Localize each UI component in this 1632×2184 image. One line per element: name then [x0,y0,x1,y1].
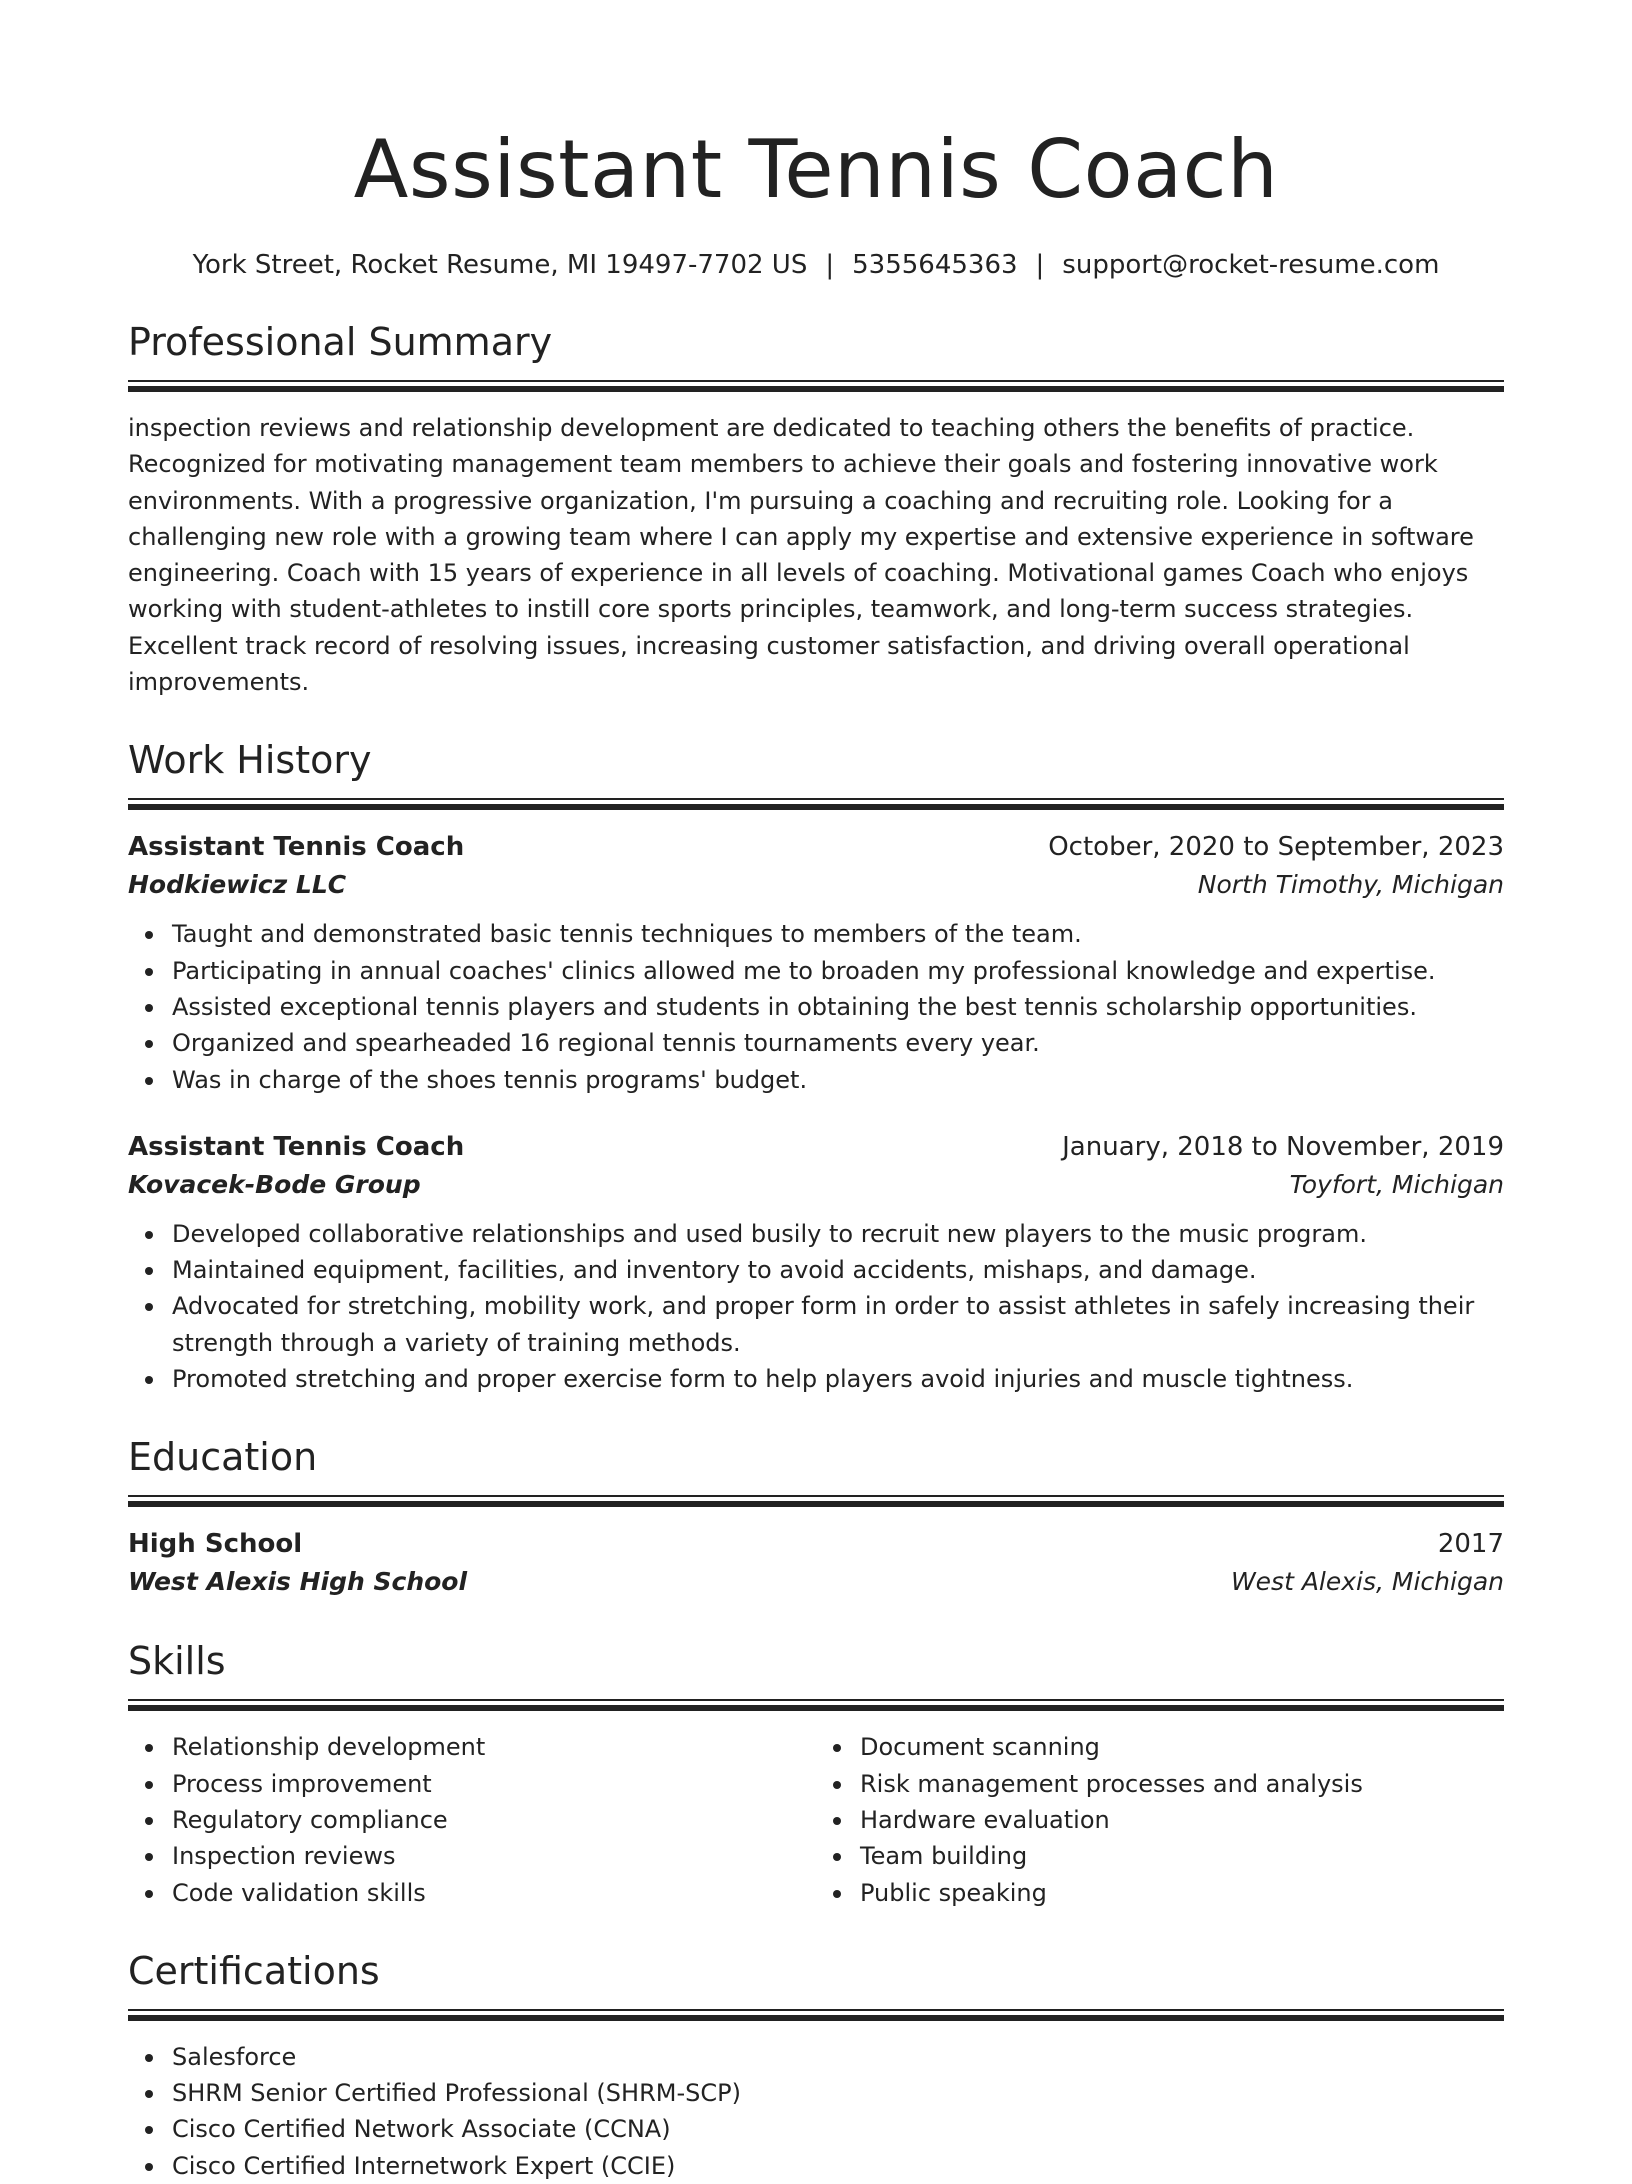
certification-item: SHRM Senior Certified Professional (SHRM-SCP) [172,2075,1504,2111]
education-school: West Alexis High School [128,1567,468,1597]
education-section [128,1433,1504,1601]
education-location: West Alexis, Michigan [1230,1567,1504,1597]
section-divider [128,798,1504,810]
job-bullet: Assisted exceptional tennis players and students in obtaining the best tennis scholarship opportunities. [172,989,1504,1025]
skill-item: Document scanning [860,1729,1504,1765]
job-location: North Timothy, Michigan [1197,870,1504,900]
certifications-section [128,1947,1504,2184]
job-dates: October, 2020 to September, 2023 [1048,832,1504,863]
job-company: Kovacek-Bode Group [128,1169,421,1199]
job-company: Hodkiewicz LLC [128,870,347,900]
contact-address: York Street, Rocket Resume, MI 19497-7702 US [192,250,808,280]
job-title: Assistant Tennis Coach [128,832,465,863]
skill-item: Risk management processes and analysis [860,1766,1504,1802]
certification-item: Salesforce [172,2039,1504,2075]
job-bullet: Was in charge of the shoes tennis programs' budget. [172,1062,1504,1098]
contact-line [128,248,1504,282]
education-header [128,1525,1504,1563]
job-bullet: Maintained equipment, facilities, and inventory to avoid accidents, mishaps, and damage. [172,1252,1504,1288]
skills-grid [128,1729,1504,1910]
section-divider [128,380,1504,392]
contact-separator: | [1035,250,1045,280]
section-title-work-history: Work History [128,738,372,783]
section-title-education: Education [128,1435,318,1480]
job-bullet: Participating in annual coaches' clinics allowed me to broaden my professional knowledge and expertise. [172,953,1504,989]
summary-text: inspection reviews and relationship development are dedicated to teaching others the benefits of practice. Recognized for motivating management team members to achieve their goals and fostering innovative work environments. With a progressive organization, I'm pursuing a coaching and recruiting role. Looking for a challenging new role with a growing team where I can apply my expertise and extensive experience in software engineering. Coach with 15 years of experience in all levels of coaching. Motivational games Coach who enjoys working with student-athletes to instill core sports principles, teamwork, and long-term success strategies. Excellent track record of resolving issues, increasing customer satisfaction, and driving overall operational improvements. [128,414,1474,697]
skill-item: Relationship development [172,1729,816,1765]
certification-item: Cisco Certified Network Associate (CCNA) [172,2111,1504,2147]
job-bullet: Promoted stretching and proper exercise form to help players avoid injuries and muscle tightness. [172,1361,1504,1397]
job-title: Assistant Tennis Coach [128,1131,465,1162]
work-history-section [128,736,1504,1397]
section-title-certifications: Certifications [128,1948,380,1993]
education-subheader [128,1563,1504,1601]
summary-section [128,318,1504,700]
skill-item: Hardware evaluation [860,1802,1504,1838]
skills-section [128,1637,1504,1910]
skill-item: Team building [860,1838,1504,1874]
job-entry [128,828,1504,1097]
skills-list [128,1729,816,1910]
certification-item: Cisco Certified Internetwork Expert (CCIE) [172,2148,1504,2184]
job-header [128,1128,1504,1166]
section-title-summary: Professional Summary [128,320,553,364]
education-entry [128,1525,1504,1601]
contact-phone: 5355645363 [852,250,1018,280]
job-bullet: Developed collaborative relationships and used busily to recruit new players to the music program. [172,1216,1504,1252]
job-entry [128,1128,1504,1397]
skills-column-left [128,1729,816,1910]
job-subheader [128,866,1504,904]
section-divider [128,1699,1504,1711]
section-divider [128,2009,1504,2021]
resume-name: Assistant Tennis Coach [353,123,1279,216]
job-bullet: Organized and spearheaded 16 regional tennis tournaments every year. [172,1025,1504,1061]
skill-item: Inspection reviews [172,1838,816,1874]
skills-column-right [816,1729,1504,1910]
job-bullet: Advocated for stretching, mobility work, and proper form in order to assist athletes in safely increasing their strength through a variety of training methods. [172,1288,1504,1361]
job-location: Toyfort, Michigan [1289,1169,1504,1199]
skills-list [816,1729,1504,1910]
section-divider [128,1495,1504,1507]
job-bullet: Taught and demonstrated basic tennis techniques to members of the team. [172,916,1504,952]
certifications-list [128,2039,1504,2184]
education-year: 2017 [1437,1529,1504,1560]
section-title-skills: Skills [128,1639,226,1684]
education-degree: High School [128,1529,303,1560]
job-bullets [128,916,1504,1097]
skill-item: Public speaking [860,1875,1504,1911]
job-dates: January, 2018 to November, 2019 [1062,1131,1504,1162]
job-header [128,828,1504,866]
contact-email: support@rocket-resume.com [1062,250,1440,280]
contact-separator: | [825,250,835,280]
job-subheader [128,1166,1504,1204]
skill-item: Process improvement [172,1766,816,1802]
skill-item: Code validation skills [172,1875,816,1911]
skill-item: Regulatory compliance [172,1802,816,1838]
job-bullets [128,1216,1504,1397]
